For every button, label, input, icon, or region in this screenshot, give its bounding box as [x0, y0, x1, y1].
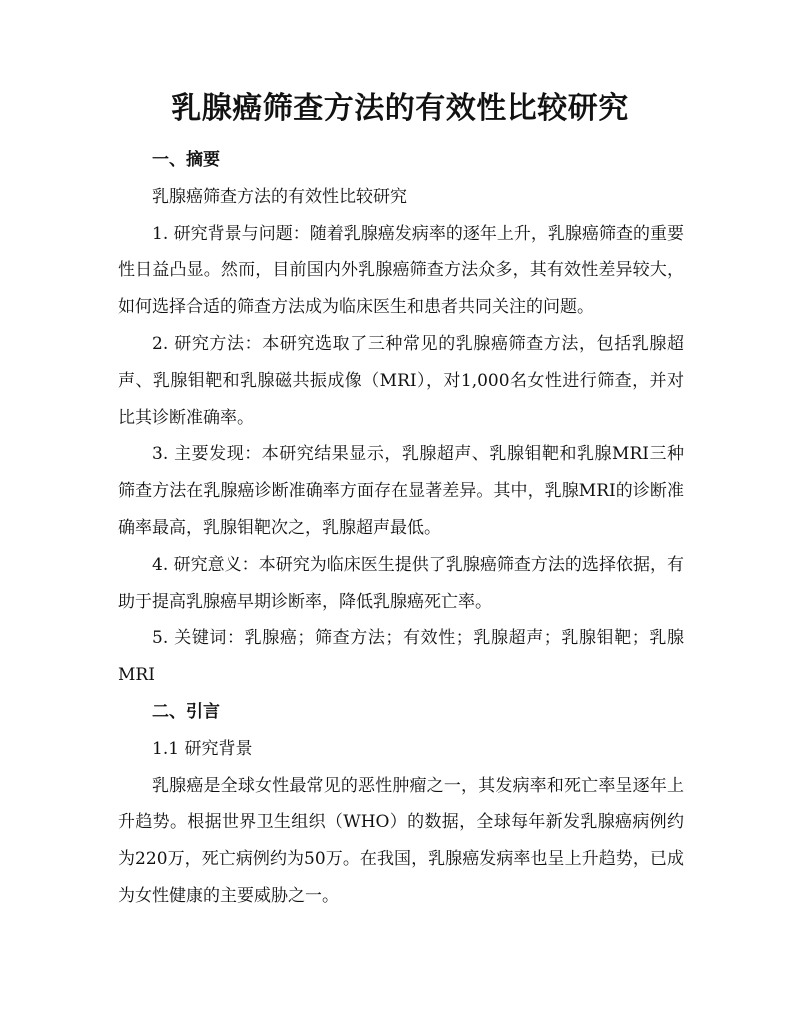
- document-title: 乳腺癌筛查方法的有效性比较研究: [171, 91, 629, 126]
- abstract-item-methods: 2. 研究方法：本研究选取了三种常见的乳腺癌筛查方法，包括乳腺超声、乳腺钼靶和乳腺磁共振成像（MRI），对1,000名女性进行筛查，并对比其诊断准确率。: [118, 333, 684, 428]
- introduction-paragraph: 乳腺癌是全球女性最常见的恶性肿瘤之一，其发病率和死亡率呈逐年上升趋势。根据世界卫生组织（WHO）的数据，全球每年新发乳腺癌病例约为220万，死亡病例约为50万。在我国，乳腺癌发病率也呈上升趋势，已成为女性健康的主要威胁之一。: [118, 775, 684, 906]
- section-heading-introduction: 二、引言: [152, 701, 220, 722]
- section-heading-abstract: 一、摘要: [152, 150, 220, 170]
- document-body: [118, 142, 684, 915]
- abstract-item-significance: 4. 研究意义：本研究为临床医生提供了乳腺癌筛查方法的选择依据，有助于提高乳腺癌早期诊断率，降低乳腺癌死亡率。: [118, 554, 684, 612]
- abstract-item-keywords: 5. 关键词：乳腺癌；筛查方法；有效性；乳腺超声；乳腺钼靶；乳腺MRI: [118, 628, 684, 686]
- subsection-heading-background: 1.1 研究背景: [152, 738, 253, 759]
- abstract-subtitle: 乳腺癌筛查方法的有效性比较研究: [152, 186, 407, 207]
- abstract-item-background: 1. 研究背景与问题：随着乳腺癌发病率的逐年上升，乳腺癌筛查的重要性日益凸显。然而，目前国内外乳腺癌筛查方法众多，其有效性差异较大，如何选择合适的筛查方法成为临床医生和患者共同关注的问题。: [118, 223, 684, 318]
- abstract-item-findings: 3. 主要发现：本研究结果显示，乳腺超声、乳腺钼靶和乳腺MRI三种筛查方法在乳腺癌诊断准确率方面存在显著差异。其中，乳腺MRI的诊断准确率最高，乳腺钼靶次之，乳腺超声最低。: [118, 444, 684, 538]
